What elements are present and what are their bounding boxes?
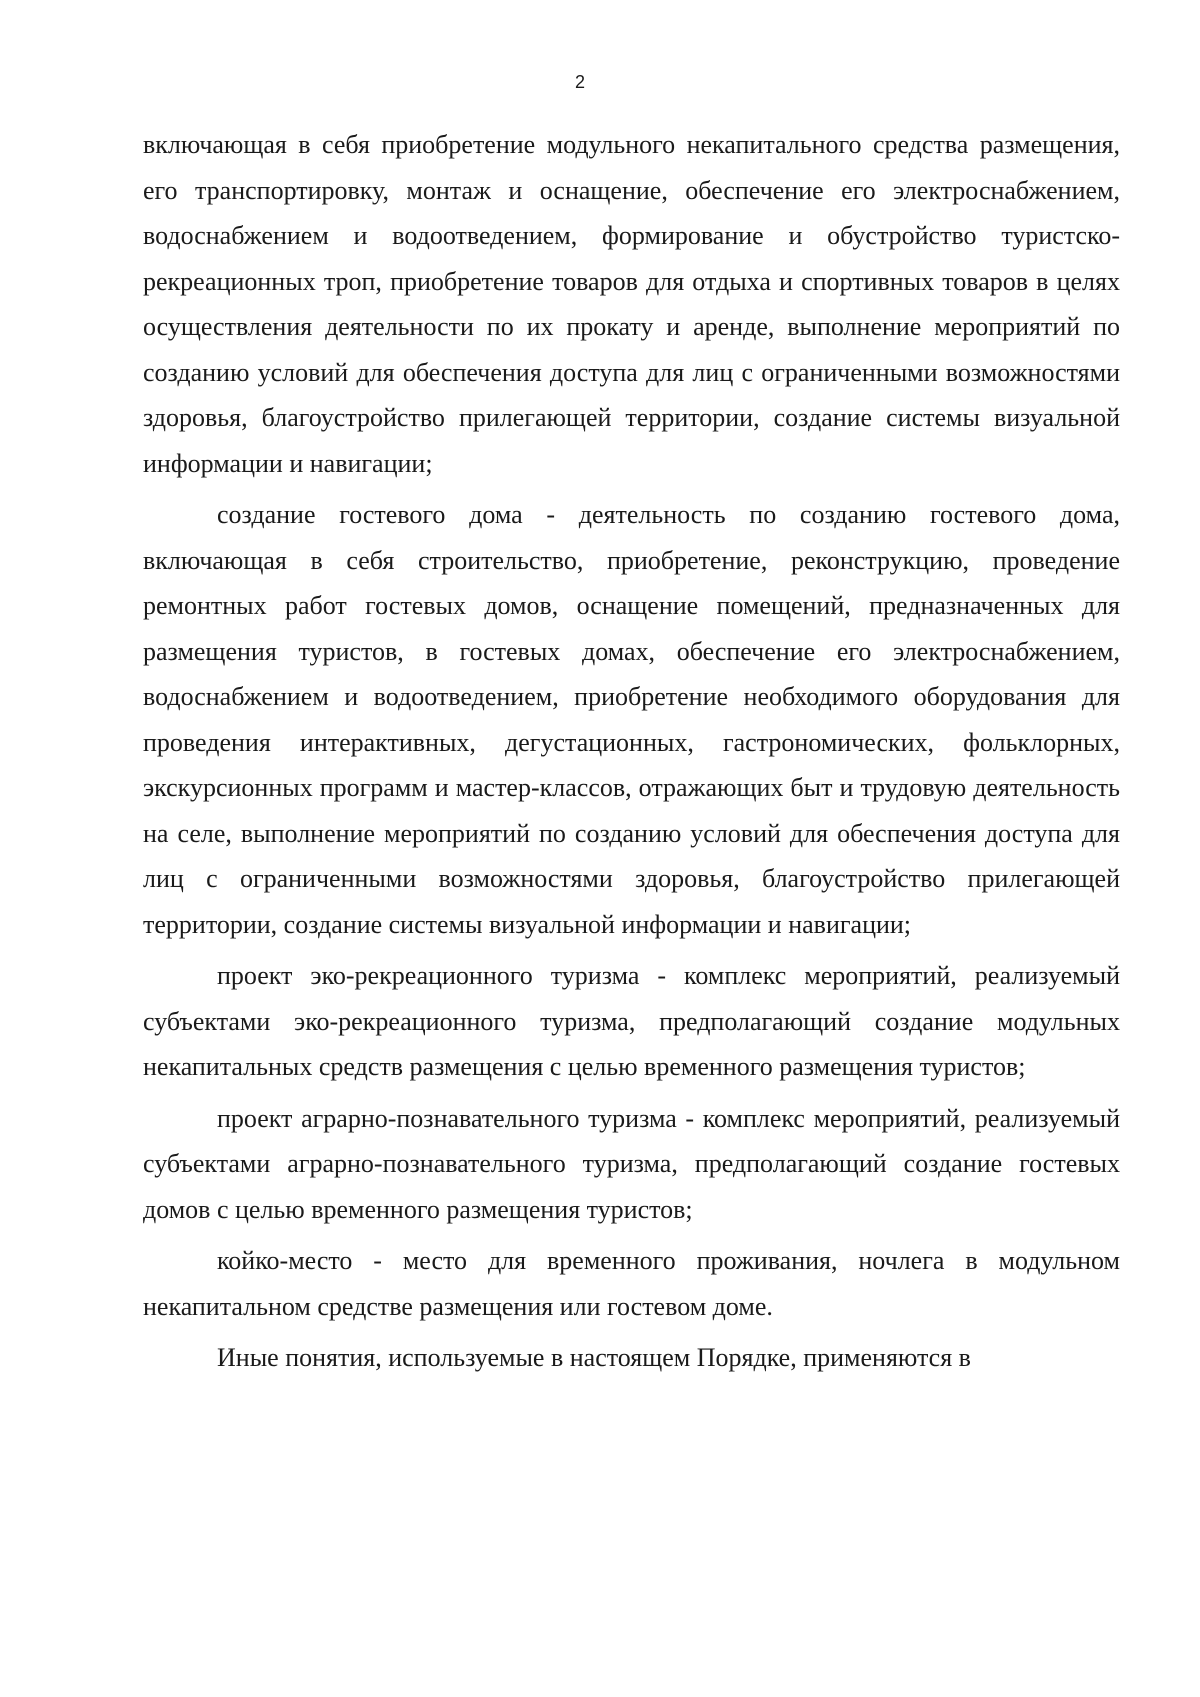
- paragraph-eco-recreational-project: проект эко-рекреационного туризма - комплекс мероприятий, реализуемый субъектами эко-рекреационного туризма, предполагающий создание модульных некапитальных средств размещения с целью временного размещения туристов;: [143, 961, 1120, 1081]
- paragraph-other-terms: Иные понятия, используемые в настоящем Порядке, применяются в: [217, 1343, 971, 1372]
- document-body: [143, 122, 1120, 1387]
- page-number: 2: [574, 72, 585, 92]
- paragraph-agrarian-project: проект аграрно-познавательного туризма - комплекс мероприятий, реализуемый субъектами аграрно-познавательного туризма, предполагающий создание гостевых домов с целью временного размещения туристов;: [143, 1103, 1120, 1224]
- paragraph-guest-house-definition: создание гостевого дома - деятельность по созданию гостевого дома, включающая в себя строительство, приобретение, реконструкцию, проведение ремонтных работ гостевых домов, оснащение помещений, предназначенных для размещения туристов, в гостевых домах, обеспечение его электроснабжением, водоснабжением и водоотведением, приобретение необходимого оборудования для проведения интерактивных, дегустационных, гастрономических, фольклорных, экскурсионных программ и мастер-классов, отражающих быт и трудовую деятельность на селе, выполнение мероприятий по созданию условий для обеспечения доступа для лиц с ограниченными возможностями здоровья, благоустройство прилегающей территории, создание системы визуальной информации и навигации;: [143, 500, 1120, 939]
- paragraph-continuation: включающая в себя приобретение модульного некапитального средства размещения, его транспортировку, монтаж и оснащение, обеспечение его электроснабжением, водоснабжением и водоотведением, формирование и обустройство туристско-рекреационных троп, приобретение товаров для отдыха и спортивных товаров в целях осуществления деятельности по их прокату и аренде, выполнение мероприятий по созданию условий для обеспечения доступа для лиц с ограниченными возможностями здоровья, благоустройство прилегающей территории, создание системы визуальной информации и навигации;: [143, 130, 1120, 478]
- paragraph-bed-place-definition: койко-место - место для временного проживания, ночлега в модульном некапитальном средстве размещения или гостевом доме.: [143, 1246, 1120, 1321]
